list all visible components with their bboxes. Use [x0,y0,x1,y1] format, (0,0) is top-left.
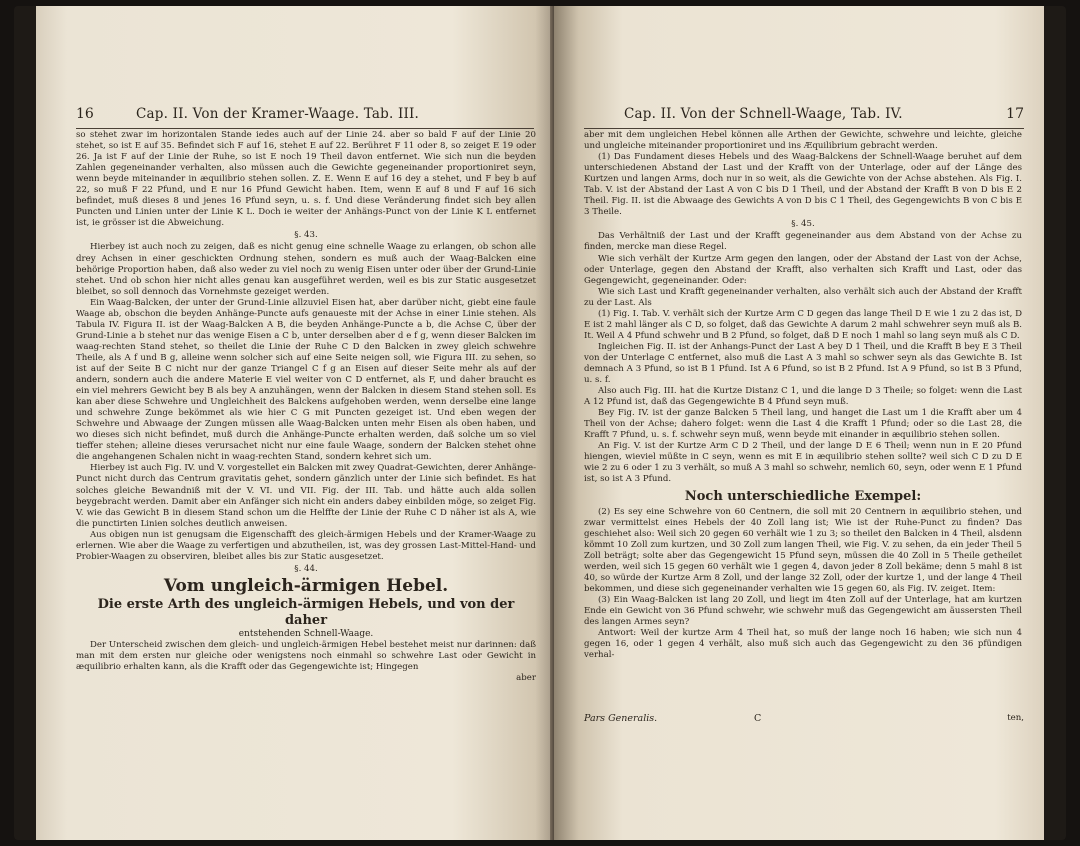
catchword: aber [516,673,536,684]
paragraph: Das Verhältniß der Last und der Krafft gegeneinander aus dem Abstand von der Achse zu finden, mercke man diese Regel. [584,231,1022,253]
paragraph: Der Unterscheid zwischen dem gleich- und ungleich-ärmigen Hebel bestehet meist nur darinnen: daß man mit dem ersten nur gleiche oder wenigstens noch einmahl so schwehre Last oder Gewicht in æquilibrio erhalten kann, als die Krafft oder das Gegengewichte ist; Hingegen [76,639,536,672]
section-number: §. 45. [791,219,815,230]
left-page-number: 16 [76,106,94,122]
signature-mark: C [754,713,762,724]
paragraph: Aus obigen nun ist genugsam die Eigenschafft des gleich-ärmigen Hebels und der Kramer-Waage zu erlernen. Wie aber die Waage zu verfertigen und abzutheilen, ist, was dey grossen Last-Mittel-Hand- und Probier-Waagen zu observiren, bleibet alles bis zur Static ausgesetzet. [76,529,536,562]
paragraph: aber mit dem ungleichen Hebel können alle Arthen der Gewichte, schwehre und leichte, gleiche und ungleiche miteinander proportioniret und ins Æquilibrium gebracht werden. [584,130,1022,152]
paragraph: so stehet zwar im horizontalen Stande iedes auch auf der Linie 24. aber so bald F auf der Linie 20 stehet, so ist E auf 35. Befindet sich F auf 16, stehet E auf 22. Berühret F 11 oder 8, so zeiget E 19 oder 26. Ja ist F auf der Linie der Ruhe, so ist E noch 19 Theil davon entfernet. Wie sich nun die beyden Zahlen gegeneinander verhalten, also müssen auch die Gewichte gegeneinander proportioniret seyn, wenn beyde miteinander in æquilibrio stehen sollen. Z. E. Wenn E auf 16 dey a stehet, und F bey b auf 22, so muß F 22 Pfund, und E nur 16 Pfund Gewicht haben. Item, wenn E auf 8 und F auf 16 sich befindet, muß dieses 8 und jenes 16 Pfund seyn, u. s. f. Und diese Veränderung findet sich bey allen Puncten und Linien unter der Linie K L. Doch ie weiter der Anhängs-Punct von der Linie K L entfernet ist, ie grösser ist die Abweichung. [76,130,536,229]
paragraph: Wie sich verhält der Kurtze Arm gegen den langen, oder der Abstand der Last von der Achse, oder Unterlage, gegen den Abstand der Krafft, also verhalten sich Krafft und Last, oder das Gegengewicht, gegeneinander. Oder: [584,253,1022,286]
right-page-number: 17 [1006,106,1024,122]
examples-heading: Noch unterschiedliche Exempel: [684,488,922,504]
paragraph: Ein Waag-Balcken, der unter der Grund-Linie allzuviel Eisen hat, aber darüber nicht, giebt eine faule Waage ab, obschon die beyden Anhänge-Puncte aufs genaueste mit der Achse in einer Linie stehen. Als Tabula IV. Figura II. ist der Waag-Balcken A B, die beyden Anhänge-Puncte a b, die Achse C, über der Grund-Linie a b stehet nur das wenige Eisen a C b, unter derselben aber d e f g, wenn dieser Balcken im waag-rechten Stand stehet, so theilet die Linie der Ruhe C D den Balcken in zwey gleich schwehre Theile, als A f und B g, alleine wenn solcher sich auf eine Seite neigen soll, wie Figura III. zu sehen, so ist auf der Seite B C nicht nur der ganze Triangel C f g an Eisen auf dieser Seite mehr als auf der andern, sondern auch die andere Materie E viel weiter von C D entfernet, als F, und daher braucht es ein viel mehrers Gewicht bey B als bey A anzuhängen, wenn der Balcken in diesem Stand stehen soll. Es kan aber diese Schwehre und Ungleichheit des Balckens aufgehoben werden, wenn derselbe eine lange und schwehre Zunge bekömmet als wie hier C G mit Puncten gezeiget ist. Und eben wegen der Schwehre und Abwaage der Zungen müssen alle Waag-Balcken unten mehr Eisen als oben haben, und wo dieses sich nicht befindet, muß durch die Anhänge-Puncte erhalten werden, daß solche um so viel tieffer stehen; alleine dieses verursachet nicht nur eine faule Waage, sondern der Balcken stehet ohne die angehangenen Schalen nicht in waag-rechten Stand, sondern kehret sich um. [76,297,536,463]
right-page [554,6,1044,840]
paragraph: An Fig. V. ist der Kurtze Arm C D 2 Theil, und der lange D E 6 Theil; wenn nun in E 20 Pfund hiengen, wieviel müßte in C seyn, wenn es mit E in æquilibrio stehen sollte? weil sich C D zu D E wie 2 zu 6 oder 1 zu 3 verhält, so muß A 3 mahl so schwehr, nemlich 60, seyn, oder wenn E 1 Pfund ist, so ist A 3 Pfund. [584,441,1022,485]
paragraph: Bey Fig. IV. ist der ganze Balcken 5 Theil lang, und hanget die Last um 1 die Krafft aber um 4 Theil von der Achse; dahero folget: wenn die Last 4 die Krafft 1 Pfund; oder so die Last 28, die Krafft 7 Pfund, u. s. f. schwehr seyn muß, wenn beyde mit einander in æquilibrio stehen sollen. [584,408,1022,441]
right-page-header [584,106,1024,129]
book-spread [14,6,1066,840]
paragraph: Hierbey ist auch noch zu zeigen, daß es nicht genug eine schnelle Waage zu erlangen, ob schon alle drey Achsen in einer geschickten Ordnung stehen, sondern es muß auch der Waag-Balcken eine behörige Proportion haben, daß also weder zu viel noch zu wenig Eisen unter oder über der Grund-Linie stehet. Und ob schon hier nicht alles genau kan ausgeführet werden, weil es bis zur Static ausgesetzet bleibet, so soll dennoch das Vornehmste gezeiget werden. [76,242,536,297]
paragraph: (1) Fig. I. Tab. V. verhält sich der Kurtze Arm C D gegen das lange Theil D E wie 1 zu 2 das ist, D E ist 2 mahl länger als C D, so folget, daß das Gewichte A darum 2 mahl schwehrer seyn muß als B. It. Weil A 4 Pfund schwehr und B 2 Pfund, so folget, daß D E noch 1 mahl so lang seyn muß als C D. [584,308,1022,341]
left-page-header [76,106,534,129]
paragraph: (2) Es sey eine Schwehre von 60 Centnern, die soll mit 20 Centnern in æquilibrio stehen, und zwar vermittelst eines Hebels der 40 Zoll lang ist; Wie ist der Ruhe-Punct zu finden? Das geschiehet also: Weil sich 20 gegen 60 verhält wie 1 zu 3; so theilet den Balcken in 4 Theil, alsdenn kömmt 10 Zoll zum kurtzen, und 30 Zoll zum langen Theil, wie Fig. V. zu sehen, da ein jeder Theil 5 Zoll beträgt; solte aber das Gegengewicht 15 Pfund seyn, müssen die 40 Zoll in 5 Theile getheilet werden, weil sich 15 gegen 60 verhält wie 1 gegen 4, davon jeder 8 Zoll bekäme; denn 5 mahl 8 ist 40, so würde der Kurtze Arm 8 Zoll, und der lange 32 Zoll, oder der kurtze 1, und der lange 4 Theil bekommen, und diese sich gegeneinander verhalten wie 15 gegen 60, als Fig. IV. zeiget. Item: [584,506,1022,594]
left-running-head: Cap. II. Von der Kramer-Waage. Tab. III. [136,106,420,122]
left-page-body [76,130,536,684]
catchword: ten, [1007,713,1024,723]
subheading-line-2: entstehenden Schnell-Waage. [238,628,374,639]
chapter-heading: Vom ungleich-ärmigen Hebel. [163,575,449,596]
left-page [36,6,556,840]
section-number: §. 43. [294,230,318,241]
paragraph: Antwort: Weil der kurtze Arm 4 Theil hat, so muß der lange noch 16 haben; wie sich nun 4 gegen 16, oder 1 gegen 4 verhält, also muß sich auch das Gegengewicht zu den 36 pfündigen verhal- [584,628,1022,661]
section-number: §. 44. [294,563,318,574]
right-page-footer [584,713,1024,724]
paragraph: Also auch Fig. III. hat die Kurtze Distanz C 1, und die lange D 3 Theile; so folget: wenn die Last A 12 Pfund ist, daß das Gegengewichte B 4 Pfund seyn muß. [584,386,1022,408]
paragraph: Wie sich Last und Krafft gegeneinander verhalten, also verhält sich auch der Abstand der Krafft zu der Last. Als [584,286,1022,308]
paragraph: (3) Ein Waag-Balcken ist lang 20 Zoll, und liegt im 4ten Zoll auf der Unterlage, hat am kurtzen Ende ein Gewicht von 36 Pfund schwehr, wie schwehr muß das Gegengewicht am äussersten Theil des langen Armes seyn? [584,594,1022,627]
paragraph: (1) Das Fundament dieses Hebels und des Waag-Balckens der Schnell-Waage beruhet auf dem unterschiedenen Abstand der Last und der Krafft von der Unterlage, oder auf der Länge des Kurtzen und langen Arms, doch nur in so weit, als die Gewichte von der Achse abstehen. Als Fig. I. Tab. V. ist der Abstand der Last A von C bis D 1 Theil, und der Abstand der Krafft B von D bis E 2 Theil. Fig. II. ist die Abwaage des Gewichts A von D bis C 1 Theil, des Gegengewichts B von C bis E 3 Theile. [584,152,1022,218]
paragraph: Hierbey ist auch Fig. IV. und V. vorgestellet ein Balcken mit zwey Quadrat-Gewichten, derer Anhänge-Punct nicht durch das Centrum gravitatis gehet, sondern gänzlich unter der Linie sich befindet. Es hat solches gleiche Bewandniß mit der V. VI. und VII. Fig. der III. Tab. und hätte auch alda sollen beygebracht werden. Damit aber ein Anfänger sich nicht ein anders dabey einbilden möge, so zeiget Fig. V. wie das Gewicht B in diesem Stand schon um die Helffte der Linie der Ruhe C D näher ist als A, wie die punctirten Linien solches deutlich anweisen. [76,463,536,529]
paragraph: Ingleichen Fig. II. ist der Anhangs-Punct der Last A bey D 1 Theil, und die Krafft B bey E 3 Theil von der Unterlage C entfernet, also muß die Last A 3 mahl so schwer seyn als das Gewichte B. Ist demnach A 3 Pfund, so ist B 1 Pfund. Ist A 6 Pfund, so ist B 2 Pfund. Ist A 9 Pfund, so ist B 3 Pfund, u. s. f. [584,341,1022,386]
right-page-body [584,130,1022,661]
right-running-head: Cap. II. Von der Schnell-Waage, Tab. IV. [624,106,903,122]
subheading: Die erste Arth des ungleich-ärmigen Hebels, und von der daher [97,596,515,628]
footer-title: Pars Generalis. [584,713,658,724]
